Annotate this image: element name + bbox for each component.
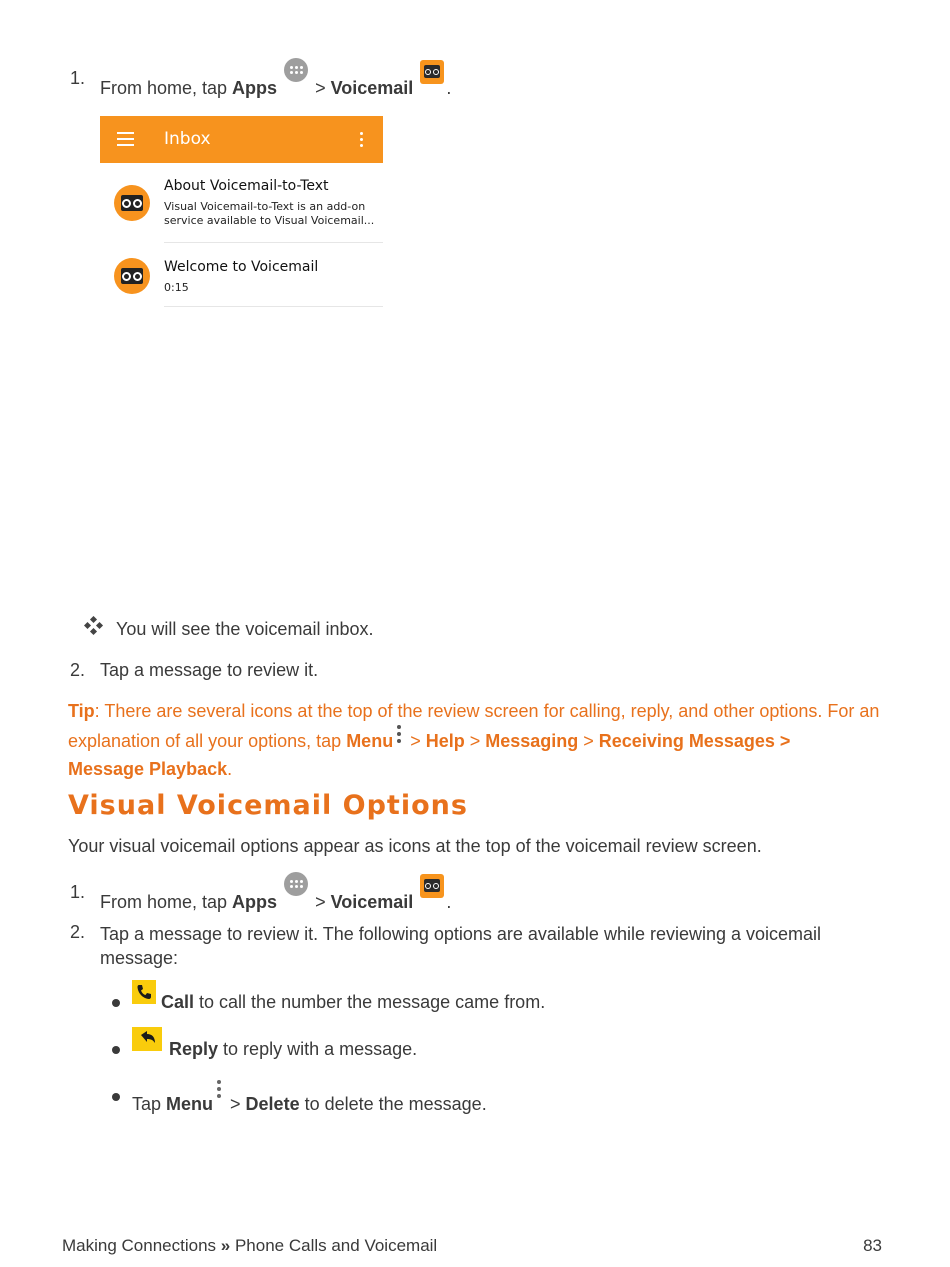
footer-section: Making Connections [62, 1236, 217, 1255]
app-bar [100, 116, 383, 163]
call-icon [132, 980, 156, 1004]
reply-option: Reply to reply with a message. [132, 1031, 417, 1058]
page-number: 83 [863, 1236, 882, 1255]
step-number: 1. [70, 68, 86, 88]
bullet [112, 1093, 120, 1101]
step-2-text: Tap a message to review it. The following options are available while reviewing a voicemail message: [100, 924, 822, 968]
overflow-menu-icon[interactable] [360, 131, 364, 147]
result-diamond-icon [84, 616, 104, 636]
apps-icon [284, 872, 308, 896]
divider [164, 242, 383, 243]
step-1-text: From home, tap Apps > Voicemail . [100, 878, 451, 909]
delete-label: Delete [245, 1094, 300, 1114]
delete-option: Tap Menu > Delete to delete the message. [132, 1080, 487, 1107]
call-label: Call [161, 992, 195, 1012]
apps-label: Apps [232, 78, 278, 98]
message-title: Welcome to Voicemail [164, 259, 319, 275]
menu-label: Menu [166, 1094, 214, 1114]
message-title: About Voicemail-to-Text [164, 178, 329, 194]
step-1-text: From home, tap Apps > Voicemail . [100, 64, 451, 95]
voicemail-icon [420, 60, 444, 84]
tip-paragraph: Tip: There are several icons at the top of the review screen for calling, reply, and other options. For an explanation of all your options, tap Menu > Help > Messaging > Receiving Messages > Message Playback. [68, 701, 880, 779]
voicemail-label: Voicemail [330, 892, 414, 912]
step-number: 1. [70, 882, 86, 902]
step-number: 2. [70, 922, 86, 942]
voicemail-avatar-icon [114, 185, 150, 221]
bullet [112, 999, 120, 1007]
chevron-double-icon: » [220, 1236, 231, 1255]
message-preview: Visual Voicemail-to-Text is an add-on service available to Visual Voicemail... [164, 200, 375, 227]
menu-icon [396, 725, 402, 747]
result-text: You will see the voicemail inbox. [116, 619, 374, 639]
reply-label: Reply [169, 1039, 219, 1059]
message-duration: 0:15 [164, 281, 189, 294]
footer-subsection: Phone Calls and Voicemail [234, 1236, 438, 1255]
voicemail-inbox-screenshot [100, 116, 383, 311]
step-number: 2. [70, 660, 86, 680]
step-2-text: Tap a message to review it. [100, 660, 319, 680]
hamburger-menu-icon[interactable] [117, 132, 134, 146]
call-option: Call to call the number the message came from. [132, 984, 545, 1011]
section-heading: Visual Voicemail Options [68, 790, 468, 821]
apps-label: Apps [232, 892, 278, 912]
voicemail-avatar-icon [114, 258, 150, 294]
footer-breadcrumb [62, 1236, 437, 1256]
apps-icon [284, 58, 308, 82]
inbox-title: Inbox [164, 129, 211, 149]
bullet [112, 1046, 120, 1054]
divider [164, 306, 383, 307]
intro-text: Your visual voicemail options appear as icons at the top of the voicemail review screen. [68, 836, 762, 856]
voicemail-icon [420, 874, 444, 898]
voicemail-label: Voicemail [330, 78, 414, 98]
tip-label: Tip [68, 701, 95, 721]
reply-icon [132, 1027, 162, 1051]
menu-icon [216, 1080, 222, 1102]
